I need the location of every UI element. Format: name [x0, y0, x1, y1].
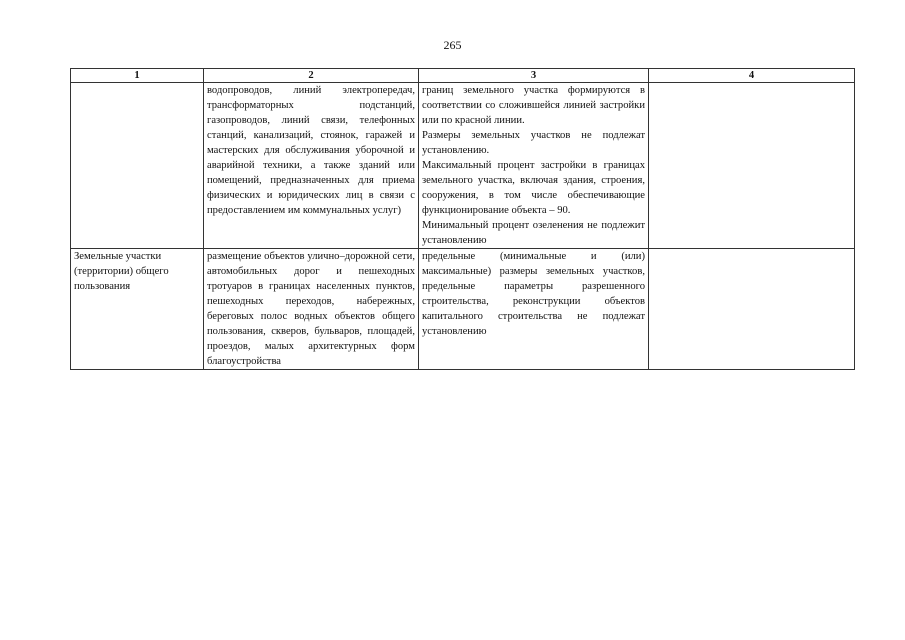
- table-cell-parameters: [419, 249, 649, 370]
- table-row: [71, 249, 855, 370]
- column-header-3: 3: [419, 69, 649, 83]
- table-cell-type: [71, 83, 204, 249]
- column-header-4: 4: [649, 69, 855, 83]
- cell-paragraph: Размеры земельных участков не подлежат установлению.: [422, 130, 645, 156]
- table-cell-type: Земельные участки (территории) общего пользования: [71, 249, 204, 370]
- column-header-2: 2: [204, 69, 419, 83]
- table-cell-parameters: [419, 83, 649, 249]
- regulations-table: [70, 68, 855, 370]
- table-row: [71, 83, 855, 249]
- cell-paragraph: предельные (минимальные и (или) максимальные) размеры земельных участков, предельные параметры разрешенного строительства, реконструкции объектов капитального строительства не подлежат установлению: [422, 251, 645, 337]
- table-cell-permitted-use: [204, 83, 419, 249]
- table-cell-permitted-use: [204, 249, 419, 370]
- table-cell-notes: [649, 249, 855, 370]
- table-cell-notes: [649, 83, 855, 249]
- cell-paragraph: размещение объектов улично–дорожной сети, автомобильных дорог и пешеходных тротуаров в границах населенных пунктов, пешеходных переходов, набережных, береговых полос водных объектов общего пользования, скверов, бульваров, площадей, проездов, малых архитектурных форм благоустройства: [207, 251, 415, 367]
- cell-paragraph: Максимальный процент застройки в границах земельного участка, включая здания, строения, сооружения, в том числе обеспечивающие функционирование объекта – 90.: [422, 160, 645, 216]
- column-header-1: 1: [71, 69, 204, 83]
- cell-paragraph: Минимальный процент озеленения не подлежит установлению: [422, 220, 645, 246]
- cell-paragraph: водопроводов, линий электропередач, трансформаторных подстанций, газопроводов, линий связи, телефонных станций, канализаций, стоянок, гаражей и мастерских для обслуживания уборочной и аварийной техники, а также зданий или помещений, предназначенных для приема физических и юридических лиц в связи с предоставлением им коммунальных услуг): [207, 85, 415, 216]
- cell-paragraph: границ земельного участка формируются в соответствии со сложившейся линией застройки или по красной линии.: [422, 85, 645, 126]
- table-header-row: [71, 69, 855, 83]
- page-number: 265: [443, 38, 462, 52]
